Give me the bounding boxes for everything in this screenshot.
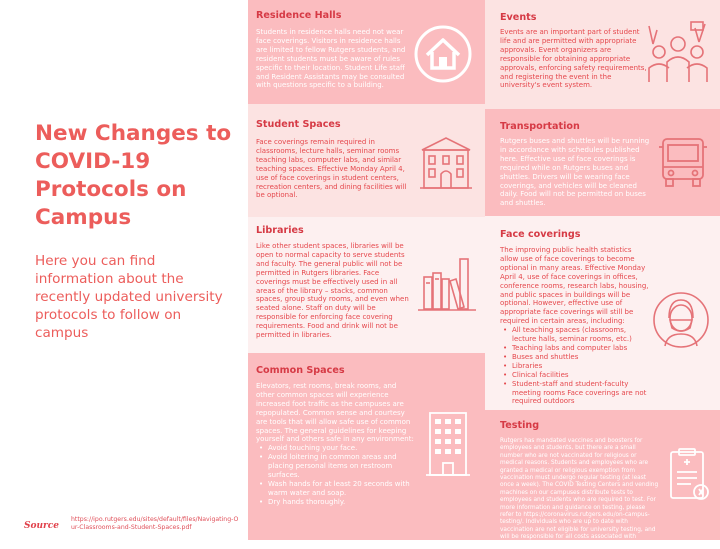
- student-spaces-body: Face coverings remain required in classrooms, lecture halls, seminar rooms teaching labs, computer labs, and similar teaching spaces. Effective Monday April 4, use of face coverings in student centers, recreation centers, and dining facilities will be optional.: [256, 138, 407, 200]
- list-item: • Clinical facilities: [500, 371, 650, 380]
- common-spaces-list: [256, 444, 416, 506]
- events-body: Events are an important part of student life and are permitted with appropriate approvals. Event organizers are responsible for obtaining appropriate approvals, enforcing safety requirements, and registering the event in the university's event system.: [500, 28, 647, 90]
- books-icon: [416, 255, 478, 315]
- medical-report-icon: [667, 448, 711, 504]
- list-item: • Teaching labs and computer labs: [500, 344, 650, 353]
- face-coverings-list: [500, 326, 650, 406]
- list-item: • Buses and shuttles: [500, 353, 650, 362]
- common-spaces-body: [256, 382, 416, 507]
- office-tower-icon: [424, 409, 472, 479]
- crowd-icon: [647, 18, 709, 86]
- house-icon: [413, 24, 473, 84]
- card-face-coverings: [485, 216, 720, 410]
- list-item: • Dry hands thoroughly.: [256, 498, 416, 507]
- bus-icon: [655, 135, 711, 191]
- common-spaces-title: Common Spaces: [256, 365, 345, 376]
- face-coverings-body: [500, 246, 650, 406]
- residence-halls-body: Students in residence halls need not wear face coverings. Visitors in residence halls are limited to fellow Rutgers students, and resident students must be aware of rules specific to their location. Student Life staff and Resident Assistants may be consulted with questions specific to a building.: [256, 28, 406, 90]
- intro-panel: [0, 0, 248, 540]
- testing-title: Testing: [500, 420, 540, 431]
- list-item: • Student-staff and student-faculty meeting rooms Face coverings are not required outdoors: [500, 380, 650, 407]
- card-common-spaces: [248, 353, 485, 540]
- student-spaces-title: Student Spaces: [256, 119, 341, 130]
- list-item: • Avoid touching your face.: [256, 444, 416, 453]
- face-coverings-intro: The improving public health statistics allow use of face coverings to become optional in many areas. Effective Monday April 4, use of face coverings in offices, conference rooms, research labs, housing, and public spaces in buildings will be optional. However, effective use of appropriate face coverings will still be required in certain areas, including:: [500, 246, 649, 326]
- card-student-spaces: [248, 104, 485, 217]
- events-title: Events: [500, 12, 537, 23]
- source-label: Source: [24, 521, 59, 531]
- masked-person-icon: [651, 290, 711, 350]
- residence-halls-title: Residence Halls: [256, 10, 342, 21]
- card-residence-halls: [248, 0, 485, 104]
- list-item: • Wash hands for at least 20 seconds with warm water and soap.: [256, 480, 416, 498]
- card-events: [485, 0, 720, 109]
- list-item: • Libraries: [500, 362, 650, 371]
- source-link[interactable]: https://ipo.rutgers.edu/sites/default/files/Navigating-Our-Classrooms-and-Student-Spaces.pdf: [71, 516, 239, 532]
- transportation-title: Transportation: [500, 121, 580, 132]
- transportation-body: Rutgers buses and shuttles will be running in accordance with schedules published here. Effective use of face coverings is required while on Rutgers buses and shuttles. Drivers will be wearing face coverings, and vehicles will be cleaned daily. Food will not be permitted on buses and shuttles.: [500, 137, 650, 208]
- card-testing: [485, 410, 720, 548]
- card-libraries: [248, 217, 485, 353]
- building-icon: [418, 134, 474, 192]
- libraries-title: Libraries: [256, 225, 304, 236]
- card-transportation: [485, 109, 720, 216]
- common-spaces-intro: Elevators, rest rooms, break rooms, and other common spaces will experience increased foot traffic as the campuses are repopulated. Common sense and courtesy are tools that will allow safe use of common spaces. The general guidelines for keeping yourself and others safe in any environment:: [256, 382, 414, 444]
- page-title: New Changes to COVID-19 Protocols on Campus: [35, 121, 232, 230]
- face-coverings-title: Face coverings: [500, 229, 581, 240]
- libraries-body: Like other student spaces, libraries will be open to normal capacity to serve students and faculty. The general public will not be permitted in Rutgers libraries. Face coverings must be effectively used in all areas of the library – stacks, common spaces, group study rooms, and even when seated alone. Staff on duty will be responsible for enforcing face covering requirements. Food and drink will not be permitted in libraries.: [256, 242, 409, 340]
- list-item: • Avoid loitering in common areas and placing personal items on restroom surfaces.: [256, 453, 416, 480]
- page-subtitle: Here you can find information about the recently updated university protocols to follow on campus: [35, 253, 223, 341]
- testing-body: Rutgers has mandated vaccines and boosters for employees and students, but there are a small number who are not vaccinated for religious or medical reasons. Students and employees who are granted a medical or religious exemption from vaccination must undergo regular testing (at least once a week). The COVID Testing Centers and vending machines on our campuses distribute tests to employees and students who are required to test. For more information and guidance on testing, please refer to https://coronavirus.rutgers.edu/on-campus-testing/. Individuals who are up to date with vaccination are not eligible for university testing, and will be responsible for all costs associated with unauthorized testing and subject to disciplinary action.: [500, 438, 660, 548]
- list-item: • All teaching spaces (classrooms, lecture halls, seminar rooms, etc.): [500, 326, 650, 344]
